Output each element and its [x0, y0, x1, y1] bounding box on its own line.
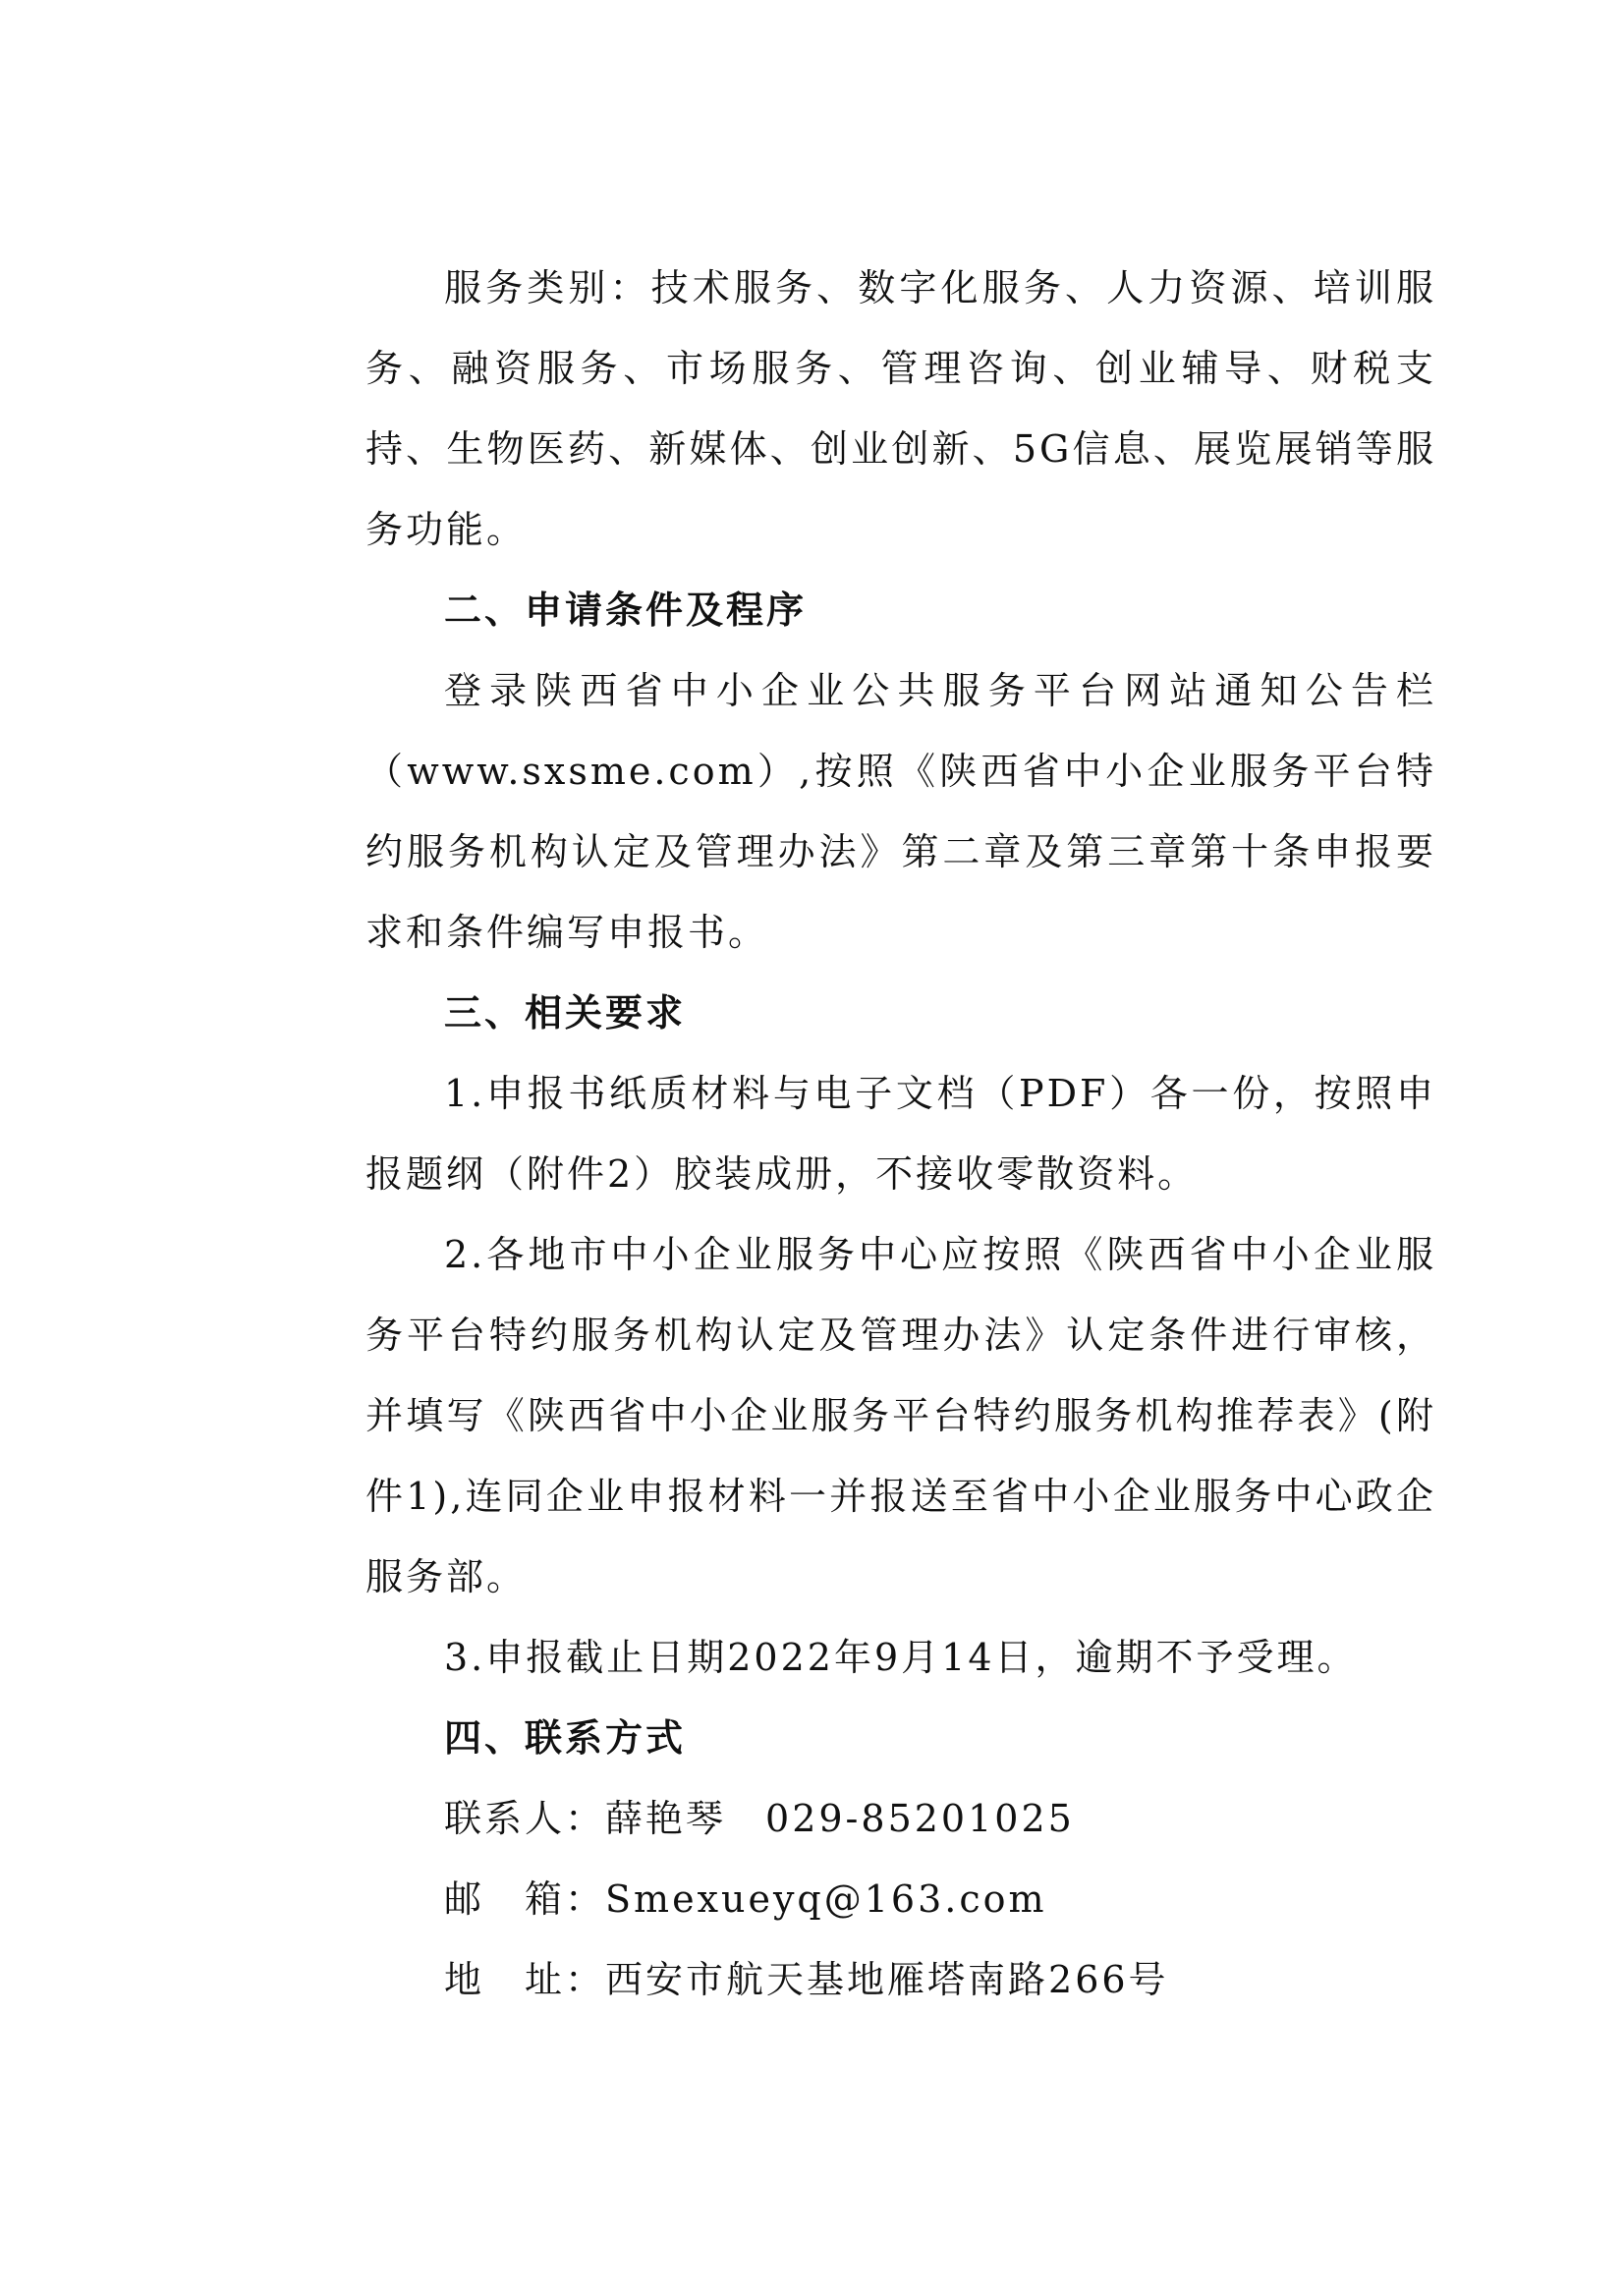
contact-address: 西安市航天基地雁塔南路266号 — [605, 1958, 1169, 2001]
contact-person-name: 薛艳琴 — [605, 1797, 727, 1840]
contact-email-line — [365, 1859, 1436, 1939]
requirement-3-paragraph: 3.申报截止日期2022年9月14日，逾期不予受理。 — [444, 1636, 1358, 1679]
contact-email-label: 邮 箱： — [444, 1877, 606, 1921]
contact-address-label: 地 址： — [444, 1958, 606, 2001]
contact-address-line — [365, 1939, 1436, 2020]
contact-person-line — [365, 1778, 1436, 1859]
procedure-paragraph: 登录陕西省中小企业公共服务平台网站通知公告栏（www.sxsme.com）,按照《陕西省中小企业服务平台特约服务机构认定及管理办法》第二章及第三章第十条申报要求和条件编写申报书。 — [365, 669, 1436, 954]
document-body — [365, 248, 1436, 2020]
requirement-1-paragraph: 1.申报书纸质材料与电子文档（PDF）各一份，按照申报题纲（附件2）胶装成册，不接收零散资料。 — [365, 1072, 1436, 1196]
contact-email: Smexueyq@163.com — [605, 1877, 1047, 1921]
contact-person-label: 联系人： — [444, 1797, 606, 1840]
section-heading-contact: 四、联系方式 — [444, 1716, 687, 1760]
requirement-2-paragraph: 2.各地市中小企业服务中心应按照《陕西省中小企业服务平台特约服务机构认定及管理办法》认定条件进行审核，并填写《陕西省中小企业服务平台特约服务机构推荐表》(附件1),连同企业申报材料一并报送至省中小企业服务中心政企服务部。 — [365, 1233, 1436, 1598]
section-heading-requirements: 三、相关要求 — [444, 991, 687, 1035]
contact-phone: 029-85201025 — [765, 1797, 1075, 1840]
service-categories-paragraph: 服务类别：技术服务、数字化服务、人力资源、培训服务、融资服务、市场服务、管理咨询、创业辅导、财税支持、生物医药、新媒体、创业创新、5G信息、展览展销等服务功能。 — [365, 266, 1436, 551]
section-heading-application: 二、申请条件及程序 — [444, 588, 808, 632]
